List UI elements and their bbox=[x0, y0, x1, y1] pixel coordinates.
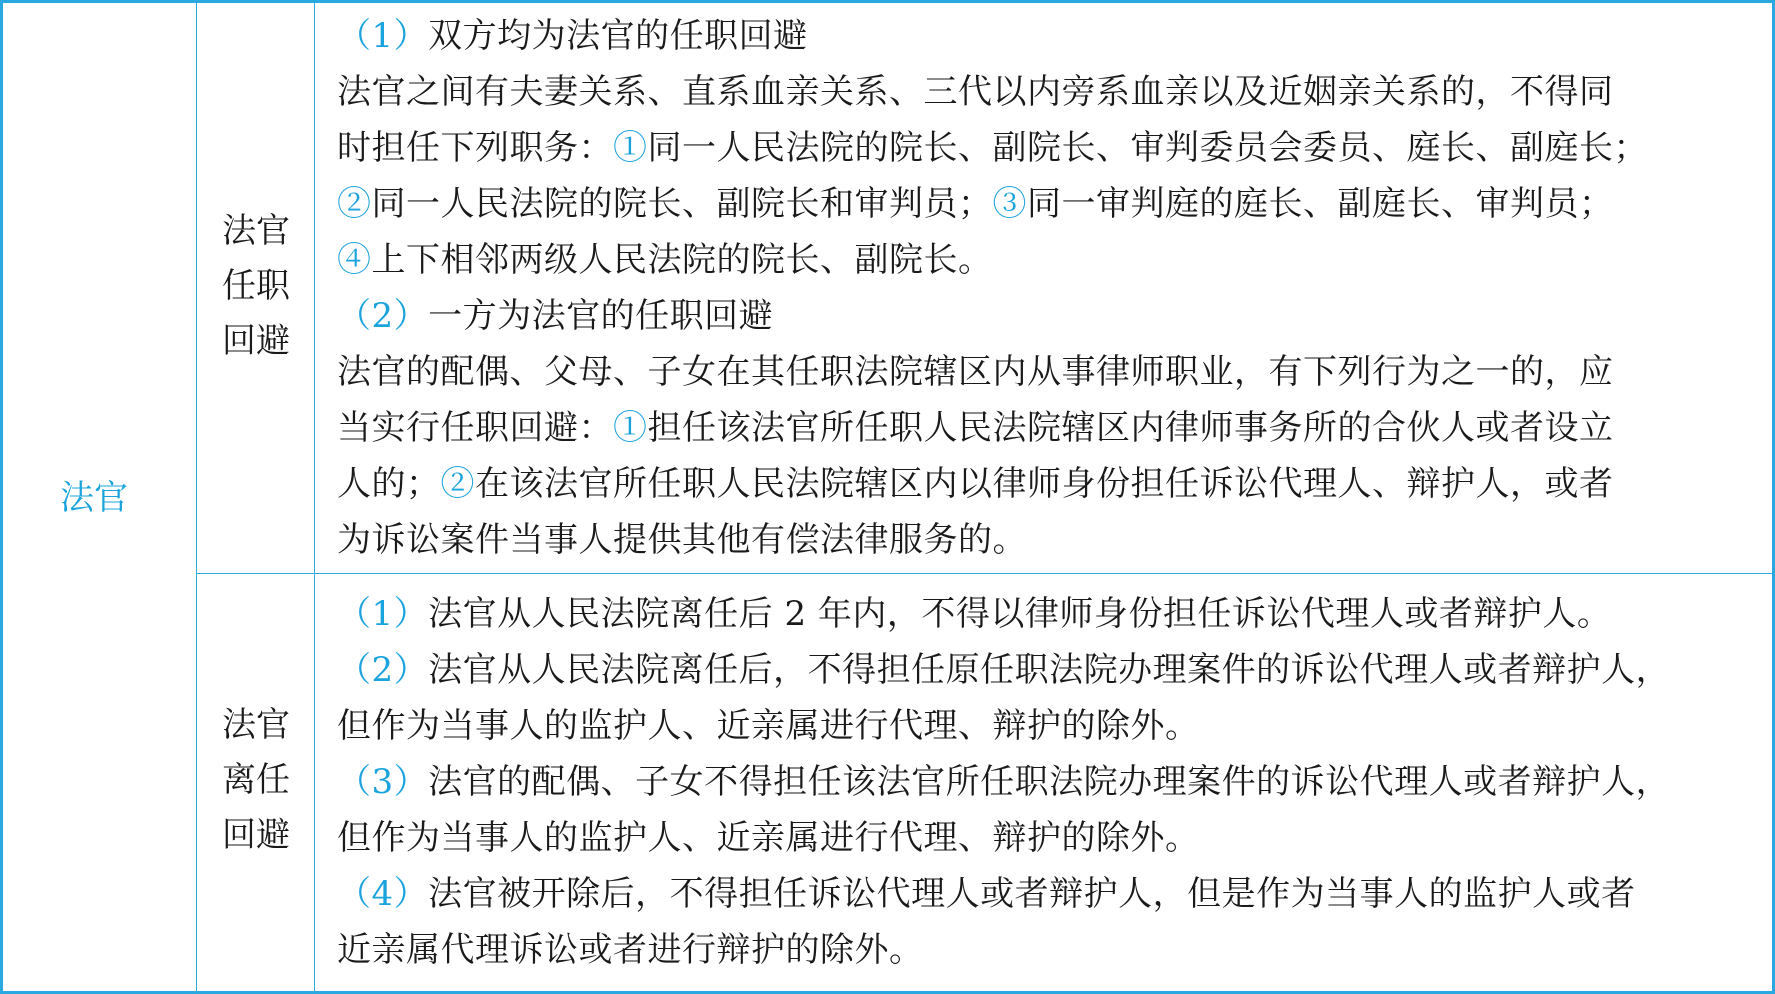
category-label: 法官 bbox=[60, 478, 128, 518]
row-divider bbox=[196, 573, 1775, 574]
text-line: 时担任下列职务：①同一人民法院的院长、副院长、审判委员会委员、庭长、副庭长； bbox=[337, 128, 1648, 168]
text-line: 法官的配偶、父母、子女在其任职法院辖区内从事律师职业，有下列行为之一的，应 bbox=[337, 352, 1614, 392]
item-heading: （1）双方均为法官的任职回避 bbox=[337, 16, 808, 56]
column-divider bbox=[314, 0, 315, 994]
item-heading: （4）法官被开除后，不得担任诉讼代理人或者辩护人，但是作为当事人的监护人或者 bbox=[337, 874, 1636, 914]
item-heading: （2）一方为法官的任职回避 bbox=[337, 296, 774, 336]
section-content-tenure bbox=[337, 8, 1757, 568]
item-heading: （2）法官从人民法院离任后，不得担任原任职法院办理案件的诉讼代理人或者辩护人， bbox=[337, 650, 1671, 690]
text-line: 但作为当事人的监护人、近亲属进行代理、辩护的除外。 bbox=[337, 706, 1200, 746]
text-line: 法官之间有夫妻关系、直系血亲关系、三代以内旁系血亲以及近姻亲关系的，不得同 bbox=[337, 72, 1614, 112]
section-content-departure bbox=[337, 586, 1757, 978]
text-line: ④上下相邻两级人民法院的院长、副院长。 bbox=[337, 240, 993, 280]
text-line: 人的；②在该法官所任职人民法院辖区内以律师身份担任诉讼代理人、辩护人，或者 bbox=[337, 464, 1614, 504]
text-line: ②同一人民法院的院长、副院长和审判员；③同一审判庭的庭长、副庭长、审判员； bbox=[337, 184, 1614, 224]
section-label-departure: 法官 离任 回避 bbox=[222, 705, 290, 855]
item-heading: （3）法官的配偶、子女不得担任该法官所任职法院办理案件的诉讼代理人或者辩护人， bbox=[337, 762, 1671, 802]
text-line: 为诉讼案件当事人提供其他有偿法律服务的。 bbox=[337, 520, 1027, 560]
text-line: 当实行任职回避：①担任该法官所任职人民法院辖区内律师事务所的合伙人或者设立 bbox=[337, 408, 1614, 448]
text-line: 近亲属代理诉讼或者进行辩护的除外。 bbox=[337, 930, 924, 970]
item-heading: （1）法官从人民法院离任后 2 年内，不得以律师身份担任诉讼代理人或者辩护人。 bbox=[337, 594, 1612, 634]
text-line: 但作为当事人的监护人、近亲属进行代理、辩护的除外。 bbox=[337, 818, 1200, 858]
section-label-tenure: 法官 任职 回避 bbox=[222, 211, 290, 361]
column-divider bbox=[196, 0, 197, 994]
